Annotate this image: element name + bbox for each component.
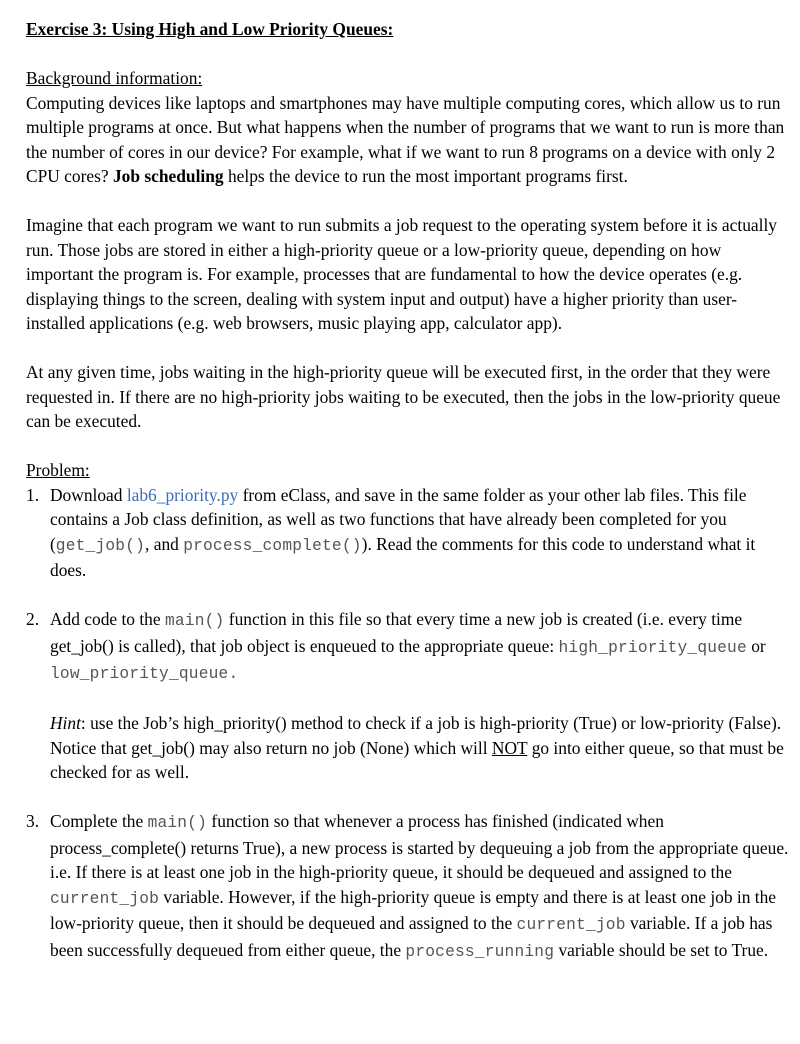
not-emphasis: NOT [491,737,528,758]
code-high-priority-queue: high_priority_queue [558,638,747,657]
problem-item-1: 1. Download lab6_priority.py from eClass, and save in the same folder as your other lab files. This file contains a Job class definition, as well as two functions that have already been completed for you (get_job(), and process_complete()). Read the comments for this code to understand what it does. [26,484,756,580]
hint-label: Hint [50,713,81,733]
code-process-running: process_running [405,942,555,961]
hint-paragraph: Hint: use the Job’s high_priority() method to check if a job is high-priority (True) or low-priority (False). Notice that get_job() may also return no job (None) which will NOT go into either queue, so that must be checked for as well. [50,713,784,782]
code-low-priority-queue: low_priority_queue. [50,665,239,683]
code-current-job: current_job [516,916,626,934]
background-paragraph-3: At any given time, jobs waiting in the high-priority queue will be executed first, in the order that they were requested in. If there are no high-priority jobs waiting to be executed, then the jobs in the low-priority queue can be executed. [26,362,781,431]
document-page [26,17,792,964]
background-paragraph-1: Computing devices like laptops and smartphones may have multiple computing cores, which allow us to run multiple programs at once. But what happens when the number of programs that we want to run is more than the number of cores in our device? For example, what if we want to run 8 programs on a device with only 2 CPU cores? Job scheduling helps the device to run the most important programs first. [26,92,785,186]
background-paragraph-2: Imagine that each program we want to run submits a job request to the operating system before it is actually run. Those jobs are stored in either a high-priority queue or a low-priority queue, depending on how important the program is. For example, processes that are fundamental to how the device operates (e.g. displaying things to the screen, dealing with system input and output) have a higher priority than user-installed applications (e.g. web browsers, music playing app, calculator app). [26,215,777,333]
exercise-title: Exercise 3: Using High and Low Priority Queues: [26,19,394,39]
problem-item-2: 2. Add code to the main() function in this file so that every time a new job is created (i.e. every time get_job() is called), that job object is enqueued to the appropriate queue: high_priority_queue or low_priority_queue. Hint: use the Job’s high_priority() method to check if a job is high-priority (True) or low-priority (False). Notice that get_job() may also return no job (None) which will NOT go into either queue, so that must be checked for as well. [26,607,792,785]
code-get-job: get_job() [55,536,146,555]
problem-list [26,483,792,965]
code-current-job: current_job [50,889,160,908]
lab6-priority-link[interactable]: lab6_priority.py [126,484,239,505]
problem-heading: Problem: [26,460,90,480]
job-scheduling-term: Job scheduling [112,166,224,186]
background-heading: Background information: [26,68,203,88]
code-process-complete: process_complete() [183,536,362,555]
problem-item-3: 3. Complete the main() function so that whenever a process has finished (indicated when process_complete() returns True), a new process is started by dequeuing a job from the appropriate queue. i.e. If there is at least one job in the high-priority queue, it should be dequeued and assigned to the current_job variable. However, if the high-priority queue is empty and there is at least one job in the low-priority queue, then it should be dequeued and assigned to the current_job variable. If a job has been successfully dequeued from either queue, the process_running variable should be set to True. [26,811,789,961]
code-main: main() [164,612,225,630]
code-main: main() [147,814,208,832]
